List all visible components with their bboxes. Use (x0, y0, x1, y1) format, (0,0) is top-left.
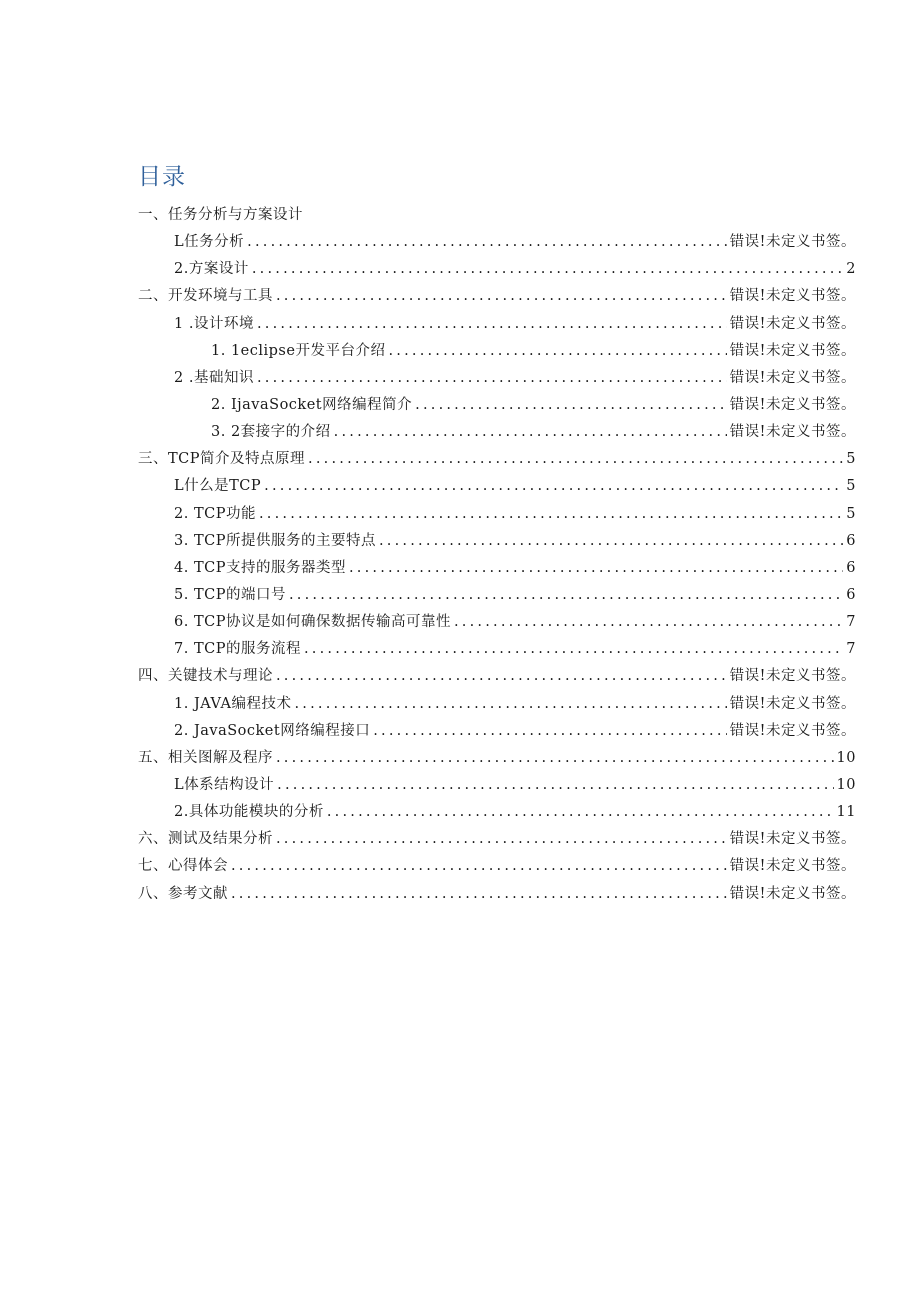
toc-entry-text: 1. 1eclipse开发平台介绍 (211, 342, 386, 359)
toc-entry-page: 2 (846, 261, 856, 278)
toc-dot-leader (454, 609, 843, 636)
toc-entry-text: 四、关键技术与理论 (138, 668, 273, 685)
toc-entry-text: 八、参考文献 (138, 885, 228, 902)
toc-dot-leader (373, 718, 726, 745)
toc-dot-leader (304, 636, 843, 663)
toc-entry[interactable] (138, 229, 856, 256)
toc-entry-page: 错误!未定义书签。 (729, 695, 856, 712)
toc-dot-leader (276, 826, 727, 853)
toc-entry[interactable] (138, 609, 856, 636)
toc-entry[interactable] (138, 311, 856, 338)
toc-entry-page: 错误!未定义书签。 (729, 288, 856, 305)
toc-entry[interactable] (138, 582, 856, 609)
toc-entry-text: 七、心得体会 (138, 858, 228, 875)
toc-entry[interactable] (138, 202, 856, 229)
toc-entry-text: 二、开发环境与工具 (138, 288, 273, 305)
toc-entry[interactable] (138, 338, 856, 365)
toc-entry[interactable] (138, 718, 856, 745)
toc-entry-page: 6 (846, 532, 856, 549)
toc-dot-leader (415, 392, 727, 419)
toc-entry-page: 错误!未定义书签。 (729, 885, 856, 902)
toc-entry-text: 2. JavaSocket网络编程接口 (174, 722, 371, 739)
toc-title: 目录 (138, 164, 186, 190)
toc-entry-text: 2. IjavaSocket网络编程简介 (211, 396, 413, 413)
toc-entry[interactable] (138, 826, 856, 853)
toc-dot-leader (276, 663, 727, 690)
toc-entry-page: 6 (846, 559, 856, 576)
toc-entry[interactable] (138, 473, 856, 500)
toc-entry-page: 7 (846, 614, 856, 631)
toc-entry-page: 6 (846, 586, 856, 603)
toc-entry-page: 错误!未定义书签。 (729, 234, 856, 251)
toc-dot-leader (289, 582, 843, 609)
toc-entry-text: L任务分析 (174, 234, 245, 251)
toc-entry-text: 3. TCP所提供服务的主要特点 (174, 532, 376, 549)
toc-entry-text: 6. TCP协议是如何确保数据传输高可靠性 (174, 614, 451, 631)
toc-entry-page: 错误!未定义书签。 (729, 858, 856, 875)
toc-entry-page: 错误!未定义书签。 (729, 315, 856, 332)
toc-entry[interactable] (138, 446, 856, 473)
toc-entry-page: 5 (846, 451, 856, 468)
toc-dot-leader (388, 338, 726, 365)
toc-entry[interactable] (138, 881, 856, 908)
toc-dot-leader (294, 691, 726, 718)
toc-entry[interactable] (138, 853, 856, 880)
toc-entry-page: 11 (836, 804, 856, 821)
toc-entry-page: 10 (836, 749, 856, 766)
toc-dot-leader (277, 772, 833, 799)
toc-entry[interactable] (138, 256, 856, 283)
toc-dot-leader (327, 799, 834, 826)
toc-entry[interactable] (138, 636, 856, 663)
toc-entry-page: 7 (846, 641, 856, 658)
toc-entry-page: 错误!未定义书签。 (729, 722, 856, 739)
toc-entry-text: 五、相关图解及程序 (138, 749, 273, 766)
toc-entry-text: 7. TCP的服务流程 (174, 641, 301, 658)
toc-dot-leader (276, 745, 834, 772)
toc-dot-leader (257, 365, 727, 392)
toc-entry-page: 错误!未定义书签。 (729, 424, 856, 441)
toc-entry-text: 2.方案设计 (174, 261, 249, 278)
toc-entry-text: 1 .设计环境 (174, 315, 254, 332)
toc-entry-text: 2 .基础知识 (174, 369, 254, 386)
toc-entry-page: 5 (846, 478, 856, 495)
toc-dot-leader (257, 311, 727, 338)
toc-dot-leader (231, 853, 727, 880)
toc-entry[interactable] (138, 501, 856, 528)
toc-dot-leader (276, 283, 727, 310)
toc-entry[interactable] (138, 365, 856, 392)
toc-entry-page: 5 (846, 505, 856, 522)
toc-dot-leader (259, 501, 843, 528)
toc-entry-text: L体系结构设计 (174, 776, 275, 793)
toc-entry-text: 5. TCP的端口号 (174, 586, 286, 603)
toc-dot-leader (231, 881, 727, 908)
toc-entry-text: 1. JAVA编程技术 (174, 695, 292, 712)
toc-entry-text: 六、测试及结果分析 (138, 831, 273, 848)
toc-entry-text: 3. 2套接字的介绍 (211, 424, 331, 441)
toc-dot-leader (252, 256, 843, 283)
toc-entry[interactable] (138, 528, 856, 555)
toc-list (138, 202, 856, 908)
toc-entry[interactable] (138, 283, 856, 310)
toc-dot-leader (264, 473, 843, 500)
toc-dot-leader (379, 528, 843, 555)
toc-entry[interactable] (138, 799, 856, 826)
toc-dot-leader (308, 446, 843, 473)
toc-entry[interactable] (138, 691, 856, 718)
toc-entry-text: 一、任务分析与方案设计 (138, 207, 303, 223)
toc-entry[interactable] (138, 772, 856, 799)
toc-entry-page: 错误!未定义书签。 (729, 831, 856, 848)
toc-entry[interactable] (138, 392, 856, 419)
toc-entry[interactable] (138, 663, 856, 690)
toc-entry[interactable] (138, 555, 856, 582)
toc-dot-leader (334, 419, 727, 446)
toc-dot-leader (247, 229, 727, 256)
toc-entry-text: L什么是TCP (174, 478, 262, 495)
toc-dot-leader (349, 555, 843, 582)
toc-entry-text: 三、TCP简介及特点原理 (138, 451, 306, 468)
toc-entry-page: 错误!未定义书签。 (729, 668, 856, 685)
toc-entry[interactable] (138, 419, 856, 446)
toc-entry-text: 2. TCP功能 (174, 505, 256, 522)
toc-entry-text: 2.具体功能模块的分析 (174, 804, 324, 821)
toc-entry-page: 错误!未定义书签。 (729, 396, 856, 413)
toc-entry-text: 4. TCP支持的服务器类型 (174, 559, 346, 576)
toc-entry-page: 10 (836, 776, 856, 793)
toc-entry-page: 错误!未定义书签。 (729, 342, 856, 359)
toc-entry[interactable] (138, 745, 856, 772)
toc-entry-page: 错误!未定义书签。 (729, 369, 856, 386)
